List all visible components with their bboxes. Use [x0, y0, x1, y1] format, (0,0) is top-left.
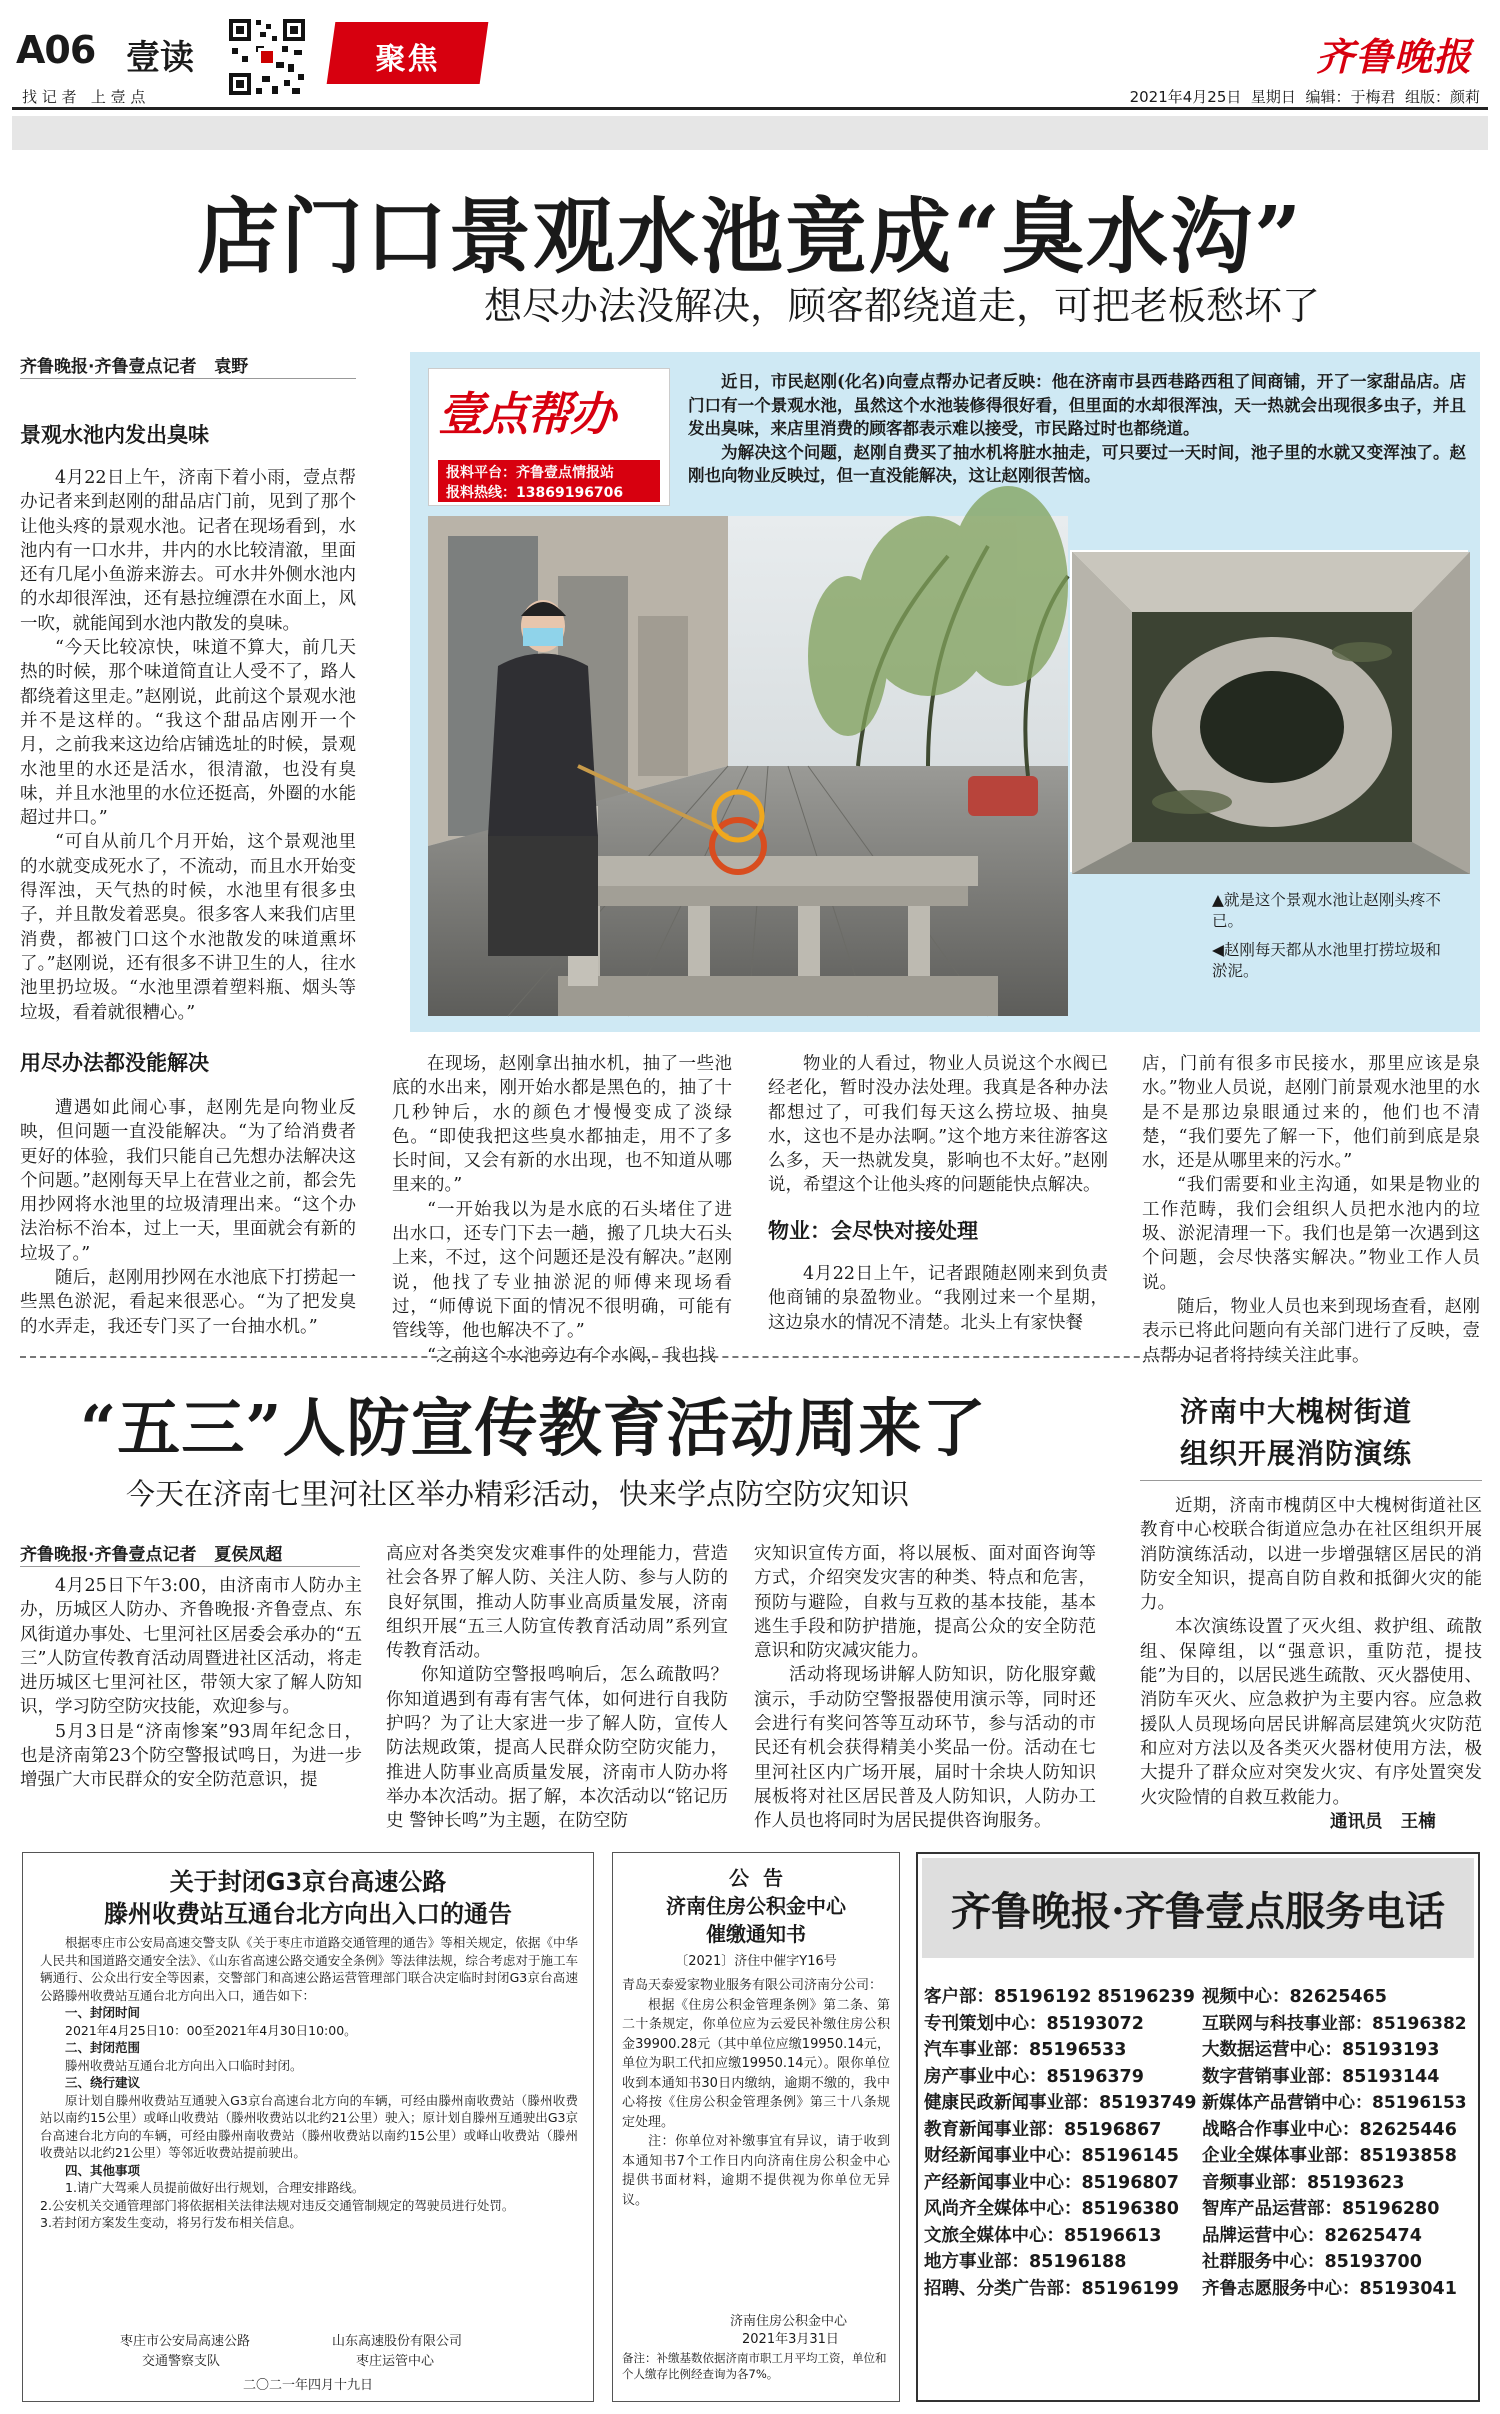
- phone-entry: [1202, 2064, 1476, 2091]
- story1-col3b: [768, 1262, 1108, 1342]
- notice2-label: 公 告: [729, 1866, 783, 1890]
- story1-subhead-2: 用尽办法都没能解决: [20, 1051, 209, 1075]
- paragraph: 4月22日上午，济南下着小雨，壹点帮办记者来到赵刚的甜品店门前，见到了那个让他头疼的景观水池。记者在现场看到，水池内有一口水井，井内的水比较清澈，里面还有几尾小鱼游来游去。可水井外侧水池内的水却很浑浊，还有悬拉缠漂在水面上，风一吹，就能闻到水池内散发的臭味。: [20, 468, 356, 634]
- notice1-h3: 三、绕行建议: [65, 2075, 141, 2090]
- paragraph: “我们需要和业主沟通，如果是物业的工作范畴，我们会组织人员把水池内的垃圾、淤泥清理一下。我们也是第一次遇到这个问题，会尽快落实解决。”物业工作人员说。: [1142, 1175, 1480, 1293]
- paragraph: 灾知识宣传方面，将以展板、面对面咨询等方式，介绍突发灾害的种类、特点和危害，预防与避险，自救与互救的基本技能，基本逃生手段和防护措施，提高公众的安全防范意识和防灾减灾能力。: [754, 1544, 1096, 1662]
- story1-col1: [20, 466, 356, 1034]
- phone-entry: [1202, 1984, 1476, 2011]
- paragraph: 随后，物业人员也来到现场查看，赵刚表示已将此问题向有关部门进行了反映，壹点帮办记者将持续关注此事。: [1142, 1296, 1480, 1366]
- phone-text: 社群服务中心：85193700: [1202, 2252, 1422, 2272]
- paragraph: 在现场，赵刚拿出抽水机，抽了一些池底的水出来，刚开始水都是黑色的，抽了十几秒钟后，水的颜色才慢慢变成了淡绿色。“即使我把这些臭水都抽走，用不了多长时间，又会有新的水出现，也不知道从哪里来的。”: [392, 1054, 732, 1196]
- byline-rule-2: [20, 1566, 360, 1567]
- phone-entry: [1202, 2090, 1476, 2117]
- notice1-h1: 一、封闭时间: [65, 2005, 141, 2020]
- phone-entry: [1202, 2143, 1476, 2170]
- paragraph: 4月25日下午3:00，由济南市人防办主办，历城区人防办、齐鲁晚报·齐鲁壹点、东风街道办事处、七里河社区居委会承办的“五三”人防宣传教育活动周暨进社区活动，将走进历城区七里河社区，带领大家了解人防知识，学习防空防灾技能，欢迎参与。: [20, 1576, 362, 1718]
- pool-photo: [1070, 550, 1468, 872]
- story2-byline: 齐鲁晚报·齐鲁壹点记者 夏侯凤超: [20, 1545, 283, 1565]
- phone-entry: [1202, 2037, 1476, 2064]
- phone-text: 视频中心：82625465: [1202, 1987, 1387, 2007]
- story1-col2: [392, 1052, 732, 1366]
- phone-text: 数字营销事业部：85193144: [1202, 2066, 1440, 2087]
- paragraph: 随后，赵刚用抄网在水池底下打捞起一些黑色淤泥，看起来很恶心。“为了把发臭的水弄走，我还专门买了一台抽水机。”: [20, 1268, 356, 1337]
- phone-entry: [924, 2011, 1202, 2038]
- notice2-addressee: 青岛天泰爱家物业服务有限公司济南分公司：: [622, 1978, 883, 1993]
- story3-body: [1140, 1494, 1482, 1806]
- phone-entry: [924, 2223, 1202, 2250]
- notice1-h2: 二、封闭范围: [65, 2040, 141, 2055]
- notice2-sign: 济南住房公积金中心: [730, 2314, 848, 2329]
- phone-entry: [924, 2064, 1202, 2091]
- service-left-list: [924, 1984, 1202, 2302]
- story3-rule: [1140, 1480, 1482, 1481]
- phone-entry: [1202, 2170, 1476, 2197]
- notice2-title-2: 催缴通知书: [706, 1922, 806, 1946]
- story2-subtitle: 今天在济南七里河社区举办精彩活动，快来学点防空防灾知识: [126, 1477, 910, 1511]
- notice1-h4: 四、其他事项: [65, 2162, 141, 2178]
- notice1-t3: 原计划自滕州收费站互通驶入G3京台高速台北方向的车辆，可经由滕州南收费站（滕州收费站以南约15公里）或峄山收费站（滕州收费站以北约21公里）驶入；原计划自滕州互通驶出G3京台高速台北方向的车辆，可经由滕州南收费站（滕州收费站以南约15公里）或峄山收费站（滕州收费站以北约21公里）等邻近收费站提前驶出。: [40, 2092, 578, 2160]
- notice2-note: 注：你单位对补缴事宜有异议，请于收到本通知书7个工作日内向济南住房公积金中心提供书面材料，逾期不提供视为你单位无异议。: [622, 2134, 890, 2208]
- hotline-phone: 报料热线：13869196706: [446, 485, 624, 501]
- hotline-platform: 报料平台：齐鲁壹点情报站: [446, 465, 614, 481]
- paragraph: 物业的人看过，物业人员说这个水阀已经老化，暂时没办法处理。我真是各种办法都想过了，可我们每天这么捞垃圾、抽臭水，这也不是办法啊。”这个地方来往游客这么多，天一热就发臭，影响也不太好。”赵刚说，希望这个让他头疼的问题能快点解决。: [768, 1054, 1108, 1196]
- page-number: A06: [16, 28, 96, 72]
- phone-text: 地方事业部：85196188: [924, 2252, 1127, 2272]
- phone-entry: [1202, 2011, 1476, 2038]
- story2-title: “五三”人防宣传教育活动周来了: [80, 1391, 987, 1465]
- notice1-t4: 1.请广大驾乘人员提前做好出行规划，合理安排路线。 2.公安机关交通管理部门将依据相关法律法规对违反交通管制规定的驾驶员进行处罚。 3.若封闭方案发生变动，将另行发布相关信息。: [40, 2180, 515, 2230]
- header-rule: [12, 107, 1488, 110]
- phone-text: 产经新闻事业中心：85196807: [924, 2172, 1179, 2193]
- phone-text: 客户部：85196192 85196239: [924, 1987, 1195, 2007]
- service-right-list: [1202, 1984, 1476, 2302]
- story1-byline: 齐鲁晚报·齐鲁壹点记者 袁野: [20, 357, 249, 377]
- notice1-sign-2a: 交通警察支队: [142, 2354, 221, 2369]
- story3-title-2: 组织开展消防演练: [1180, 1437, 1413, 1470]
- story1-intro: 近日，市民赵刚(化名)向壹点帮办记者反映：他在济南市县西巷路西租了间商铺，开了一家甜品店。店门口有一个景观水池，虽然这个水池装修得很好看，但里面的水却很浑浊，天一热就会出现很多虫子，并且发出臭味，来店里消费的顾客都表示难以接受，市民路过时也都绕道。 为解决这个问题，赵刚自费买了抽水机将脏水抽走，可只要过一天时间，池子里的水就又变浑浊了。赵刚也向物业反映过，但一直没能解决，这让赵刚很苦恼。: [688, 372, 1466, 485]
- notice1-intro: 根据枣庄市公安局高速交警支队《关于枣庄市道路交通管理的通告》等相关规定，依据《中华人民共和国道路交通安全法》、《山东省高速公路交通安全条例》等法律法规，综合考虑对于施工车辆通行、公众出行安全等因素，交警部门和高速公路运营管理部门联合决定临时封闭G3京台高速公路滕州收费站互通台北方向出入口，通告如下：: [40, 1935, 578, 2003]
- phone-text: 文旅全媒体中心：85196613: [924, 2225, 1162, 2246]
- notice2-remark: 备注：补缴基数依据济南市职工月平均工资，单位和个人缴存比例经查询为各7%。: [622, 2351, 887, 2381]
- paragraph: 本次演练设置了灭火组、救护组、疏散组、保障组，以“强意识，重防范，提技能”为目的，以居民逃生疏散、灭火器使用、消防车灭火、应急救护为主要内容。应急救援队人员现场向居民讲解高层建筑火灾防范和应对方法以及各类灭火器材使用方法，极大提升了群众应对突发火灾、有序处置突发火灾险情的自救互救能力。: [1140, 1617, 1482, 1808]
- notice2-code: 〔2021〕济住中催字Y16号: [675, 1954, 837, 1969]
- paragraph: “之前这个水池旁边有个水阀，我也找: [427, 1345, 716, 1366]
- notice1-body: [40, 1934, 578, 2232]
- phone-text: 新媒体产品营销中心：85196153: [1202, 2093, 1467, 2113]
- story1-col1b: [20, 1096, 356, 1338]
- phone-entry: [1202, 2223, 1476, 2250]
- story1-subhead-3: 物业：会尽快对接处理: [768, 1219, 978, 1243]
- notice1-t1: 2021年4月25日10：00至2021年4月30日10:00。: [65, 2022, 357, 2038]
- paper-logo: 齐鲁晚报: [1316, 34, 1473, 79]
- story1-col4: [1142, 1052, 1480, 1366]
- paragraph: 5月3日是“济南惨案”93周年纪念日，也是济南第23个防空警报试鸣日，为进一步增强广大市民群众的安全防范意识，提: [20, 1721, 362, 1791]
- phone-text: 健康民政新闻事业部：85193749: [924, 2093, 1197, 2113]
- caption-2: ◀赵刚每天都从水池里打捞垃圾和淤泥。: [1212, 941, 1441, 980]
- story1-title: 店门口景观水池竟成“臭水沟”: [196, 189, 1304, 285]
- notice1-title-1: 关于封闭G3京台高速公路: [169, 1868, 447, 1896]
- story2-col2: [386, 1542, 728, 1840]
- story1-col3: [768, 1052, 1108, 1196]
- service-title: 齐鲁晚报·齐鲁壹点服务电话: [951, 1888, 1445, 1935]
- hotline-brand: 壹点帮办: [438, 387, 614, 441]
- phone-entry: [924, 1984, 1202, 2011]
- phone-text: 招聘、分类广告部：85196199: [924, 2278, 1179, 2299]
- notice1-t2: 滕州收费站互通台北方向出入口临时封闭。: [65, 2057, 303, 2073]
- paragraph: 你知道防空警报鸣响后，怎么疏散吗？你知道遇到有毒有害气体，如何进行自我防护吗？为了让大家进一步了解人防，宣传人防法规政策，提高人民群众防空防灾能力，推进人防事业高质量发展，济南市人防办将举办本次活动。据了解，本次活动以“铭记历史 警钟长鸣”为主题，在防空防: [386, 1665, 728, 1832]
- phone-text: 企业全媒体事业部：85193858: [1202, 2146, 1457, 2166]
- paragraph: “可自从前几个月开始，这个景观池里的水就变成死水了，不流动，而且水开始变得浑浊，天气热的时候，水池里有很多虫子，并且散发着恶臭。很多客人来我们店里消费，都被门口这个水池散发的味道熏坏了。”赵刚说，还有很多不讲卫生的人，往水池里扔垃圾。“水池里漂着塑料瓶、烟头等垃圾，看着就很糟心。”: [20, 832, 356, 1023]
- paragraph: 近期，济南市槐荫区中大槐树街道社区教育中心校联合街道应急办在社区组织开展消防演练活动，以进一步增强辖区居民的消防安全知识，提高自防自救和抵御火灾的能力。: [1140, 1496, 1482, 1614]
- notice1-date: 二〇二一年四月十九日: [242, 2378, 373, 2393]
- phone-entry: [924, 2196, 1202, 2223]
- notice1-sign-1b: 山东高速股份有限公司: [332, 2334, 463, 2349]
- notice2-body: [622, 1976, 890, 2210]
- phone-entry: [924, 2249, 1202, 2276]
- date-line: 2021年4月25日 星期日 编辑：于梅君 组版：颜莉: [1129, 88, 1480, 106]
- notice1-sign-1a: 枣庄市公安局高速公路: [120, 2334, 251, 2349]
- story1-subtitle: 想尽办法没解决，顾客都绕道走，可把老板愁坏了: [483, 284, 1320, 328]
- phone-entry: [1202, 2117, 1476, 2144]
- phone-text: 品牌运营中心：82625474: [1202, 2225, 1422, 2246]
- phone-text: 互联网与科技事业部：85196382: [1202, 2013, 1467, 2034]
- phone-entry: [924, 2117, 1202, 2144]
- phone-entry: [1202, 2249, 1476, 2276]
- street-photo: [428, 516, 1068, 1016]
- byline-rule: [20, 378, 356, 379]
- phone-text: 大数据运营中心：85193193: [1202, 2040, 1440, 2060]
- header-band: [12, 116, 1488, 150]
- phone-text: 风尚齐全媒体中心：85196380: [924, 2199, 1179, 2219]
- notice1-sign-2b: 枣庄运管中心: [356, 2354, 435, 2369]
- paragraph: 4月22日上午，记者跟随赵刚来到负责他商铺的泉盈物业。“我刚过来一个星期，这边泉水的情况不清楚。北头上有家快餐: [768, 1264, 1108, 1333]
- phone-entry: [924, 2276, 1202, 2303]
- story1-subhead-1: 景观水池内发出臭味: [20, 423, 209, 447]
- paragraph: 高应对各类突发灾难事件的处理能力，营造社会各界了解人防、关注人防、参与人防的良好氛围，推动人防事业高质量发展，济南组织开展“五三人防宣传教育活动周”系列宣传教育活动。: [386, 1544, 728, 1662]
- phone-entry: [924, 2090, 1202, 2117]
- phone-entry: [924, 2037, 1202, 2064]
- paragraph: “一开始我以为是水底的石头堵住了进出水口，还专门下去一趟，搬了几块大石头上来，不过，这个问题还是没有解决。”赵刚说，他找了专业抽淤泥的师傅来现场看过，“师傅说下面的情况不很明确，可能有管线等，他也解决不了。”: [392, 1199, 732, 1342]
- phone-text: 房产事业中心：85196379: [924, 2066, 1144, 2087]
- phone-text: 智库产品运营部：85196280: [1202, 2199, 1440, 2219]
- section-name: 壹读: [126, 38, 194, 78]
- phone-text: 战略合作事业中心：82625446: [1202, 2119, 1457, 2140]
- phone-text: 财经新闻事业中心：85196145: [924, 2146, 1179, 2166]
- story2-col1: [20, 1574, 362, 1842]
- phone-text: 齐鲁志愿服务中心：85193041: [1202, 2278, 1457, 2299]
- section-divider: [20, 1356, 1210, 1358]
- phone-entry: [924, 2170, 1202, 2197]
- topic-label: 聚焦: [375, 42, 440, 77]
- notice2-text: 根据《住房公积金管理条例》第二条、第二十条规定，你单位应为云爱民补缴住房公积金39900.28元（其中单位应缴19950.14元，单位为职工代扣应缴19950.14元）。限你单位收到本通知书30日内缴纳，逾期不缴的，我中心将按《住房公积金管理条例》第三十八条规定处理。: [622, 1997, 890, 2130]
- paragraph: 活动将现场讲解人防知识，防化服穿戴演示，手动防空警报器使用演示等，同时还会进行有奖问答等互动环节，参与活动的市民还有机会获得精美小奖品一份。活动在七里河社区内广场开展，届时十余块人防知识展板将对社区居民普及人防知识，人防办工作人员也将同时为居民提供咨询服务。: [754, 1665, 1096, 1832]
- notice1-title-2: 滕州收费站互通台北方向出入口的通告: [104, 1900, 512, 1928]
- qr-code-icon: [226, 16, 308, 98]
- notice2-date: 2021年3月31日: [742, 2332, 839, 2347]
- phone-text: 汽车事业部：85196533: [924, 2040, 1127, 2060]
- phone-text: 教育新闻事业部：85196867: [924, 2119, 1162, 2140]
- paragraph: 遭遇如此闹心事，赵刚先是向物业反映，但问题一直没能解决。“为了给消费者更好的体验，我们只能自己先想办法解决这个问题。”赵刚每天早上在营业之前，都会先用抄网将水池里的垃圾清理出来。“这个办法治标不治本，过上一天，里面就会有新的垃圾了。”: [20, 1098, 356, 1264]
- paragraph: “今天比较凉快，味道不算大，前几天热的时候，那个味道简直让人受不了，路人都绕着这里走。”赵刚说，此前这个景观水池并不是这样的。“我这个甜品店刚开一个月，之前我来这边给店铺选址的时候，景观水池里的水还是活水，很清澈，也没有臭味，并且水池里的水位还挺高，外圈的水能超过井口。”: [20, 638, 356, 829]
- paragraph: 店，门前有很多市民接水，那里应该是泉水。”物业人员说，赵刚门前景观水池里的水是不是那边泉眼通过来的，他们也不清楚，“我们要先了解一下，他们前到底是泉水，还是从哪里来的污水。”: [1142, 1054, 1480, 1172]
- phone-entry: [924, 2143, 1202, 2170]
- phone-text: 专刊策划中心：85193072: [924, 2013, 1144, 2034]
- caption-1: ▲就是这个景观水池让赵刚头疼不已。: [1212, 891, 1441, 930]
- phone-text: 音频事业部：85193623: [1202, 2172, 1405, 2193]
- story2-col3: [754, 1542, 1096, 1840]
- story3-title-1: 济南中大槐树街道: [1180, 1395, 1413, 1428]
- phone-entry: [1202, 2276, 1476, 2303]
- slogan: 找 记 者 上 壹 点: [22, 88, 146, 106]
- story3-credit: 通讯员 王楠: [1330, 1812, 1436, 1832]
- phone-entry: [1202, 2196, 1476, 2223]
- notice2-title-1: 济南住房公积金中心: [666, 1894, 846, 1918]
